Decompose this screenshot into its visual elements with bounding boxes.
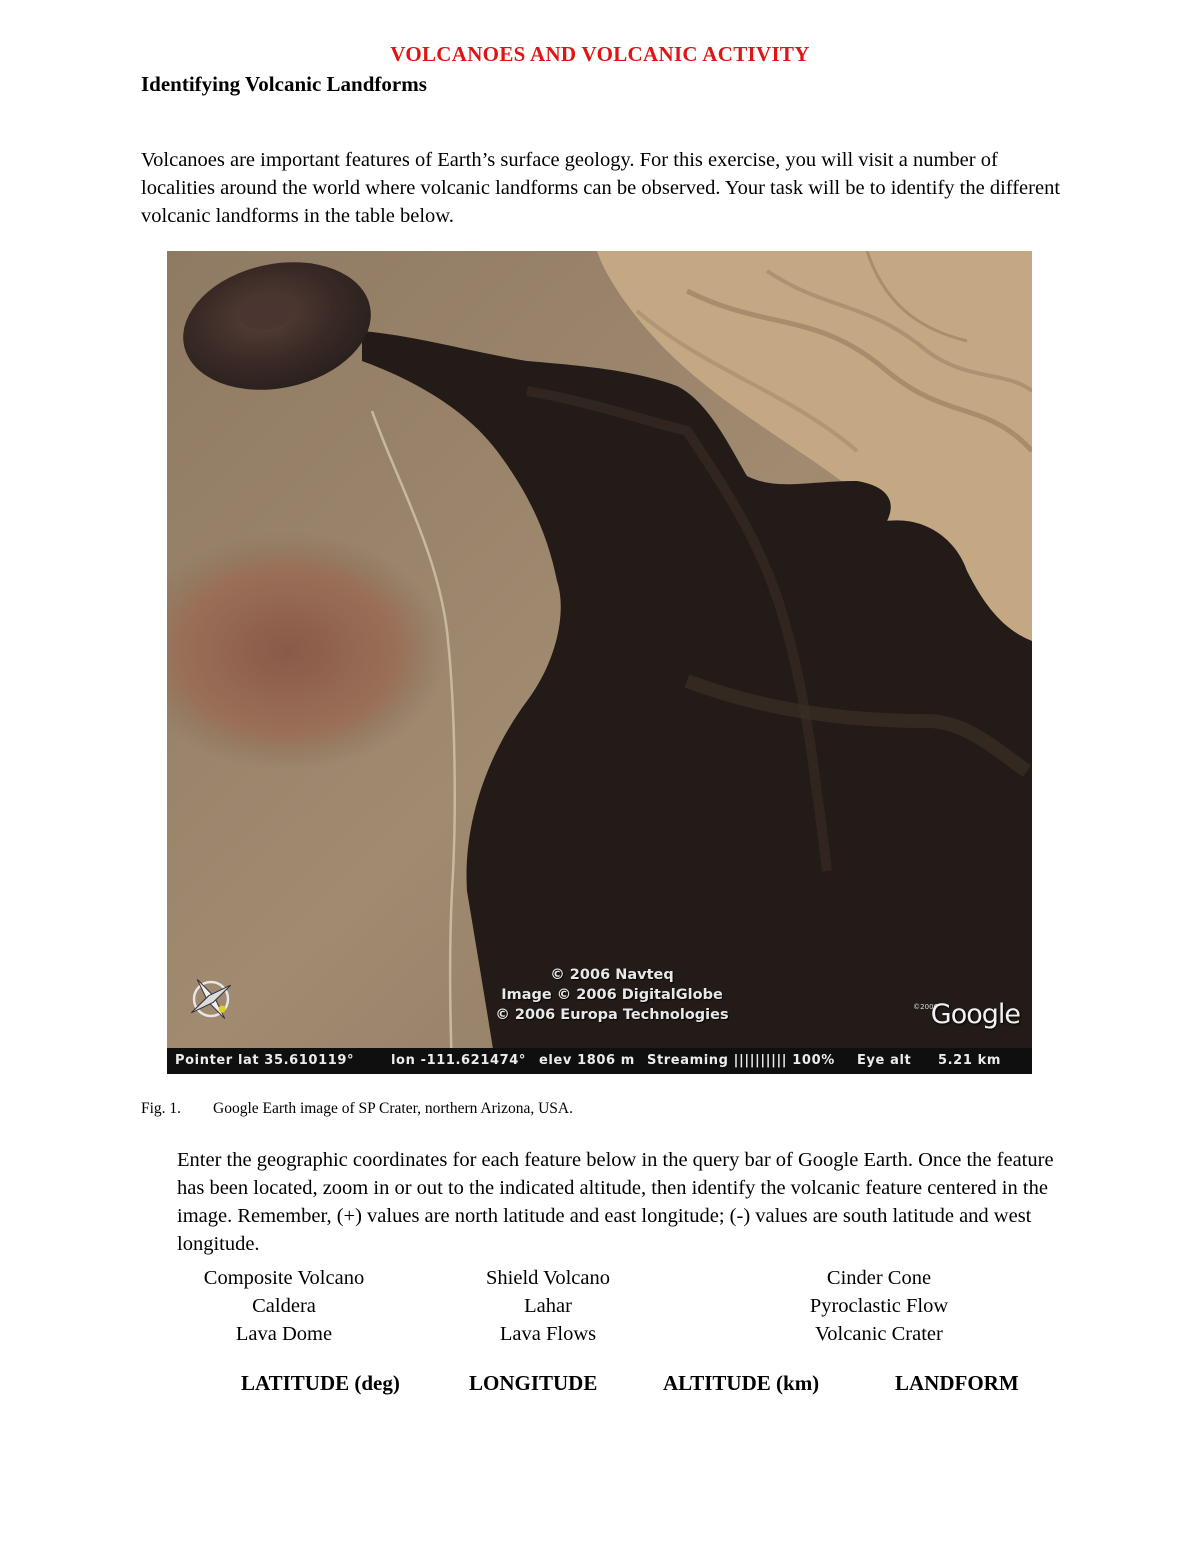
section-subtitle: Identifying Volcanic Landforms [141,72,427,96]
logo-copyright: ©2006 [913,1003,938,1011]
latitude-column-header: LATITUDE (deg) [241,1371,400,1395]
status-bar [167,1048,1032,1074]
satellite-image-figure [167,251,1032,1074]
figure-caption [141,1100,573,1118]
instructions-paragraph: Enter the geographic coordinates for each feature below in the query bar of Google Earth. Once the feature has been located, zoom in or out to the indicated altitude, then identify the volcanic feature centered in the image. Remember, (+) values are north latitude and east longitude; (-) values are south latitude and west longitude. [177,1149,1054,1255]
sp-crater-satellite-image [167,251,1032,1074]
landform-row [150,1320,1070,1348]
eye-altitude-value: 5.21 km [938,1053,1001,1068]
altitude-column-header: ALTITUDE (km) [663,1371,820,1395]
longitude-column-header: LONGITUDE [469,1371,598,1395]
landform-option: Cinder Cone [826,1267,932,1289]
landform-option: Lava Dome [235,1323,333,1345]
elevation-readout: elev 1806 m [539,1053,635,1068]
landform-row [150,1292,1070,1320]
imagery-credits [487,965,737,1025]
landform-option: Shield Volcano [486,1267,610,1289]
document-title: VOLCANOES AND VOLCANIC ACTIVITY [390,42,810,66]
landform-option: Volcanic Crater [815,1323,943,1345]
compass-rose-icon[interactable] [181,969,241,1029]
credit-line: © 2006 Navteq [550,967,674,983]
figure-caption-text: Google Earth image of SP Crater, northern Arizona, USA. [213,1100,573,1117]
landform-options [150,1264,1070,1348]
landform-row [150,1264,1070,1292]
credit-line: Image © 2006 DigitalGlobe [501,987,723,1003]
intro-paragraph: Volcanoes are important features of Earth’s surface geology. For this exercise, you will visit a number of localities around the world where volcanic landforms can be observed. Your task will be to identify the different volcanic landforms in the table below. [141,149,1061,227]
credit-line: © 2006 Europa Technologies [495,1007,729,1023]
landform-option: Pyroclastic Flow [809,1295,949,1317]
landform-option: Lava Flows [499,1323,597,1345]
figure-number: Fig. 1. [141,1100,182,1117]
landform-option: Caldera [252,1295,316,1317]
google-logo: Google [930,999,1020,1030]
pointer-latitude: Pointer lat 35.610119° [175,1053,355,1068]
streaming-indicator: Streaming |||||||||| 100% [647,1053,835,1068]
pointer-longitude: lon -111.621474° [391,1053,527,1068]
landform-option: Lahar [524,1295,572,1317]
landform-option: Composite Volcano [203,1267,365,1289]
eye-altitude-label: Eye alt [857,1053,912,1068]
landform-column-header: LANDFORM [895,1371,1019,1395]
